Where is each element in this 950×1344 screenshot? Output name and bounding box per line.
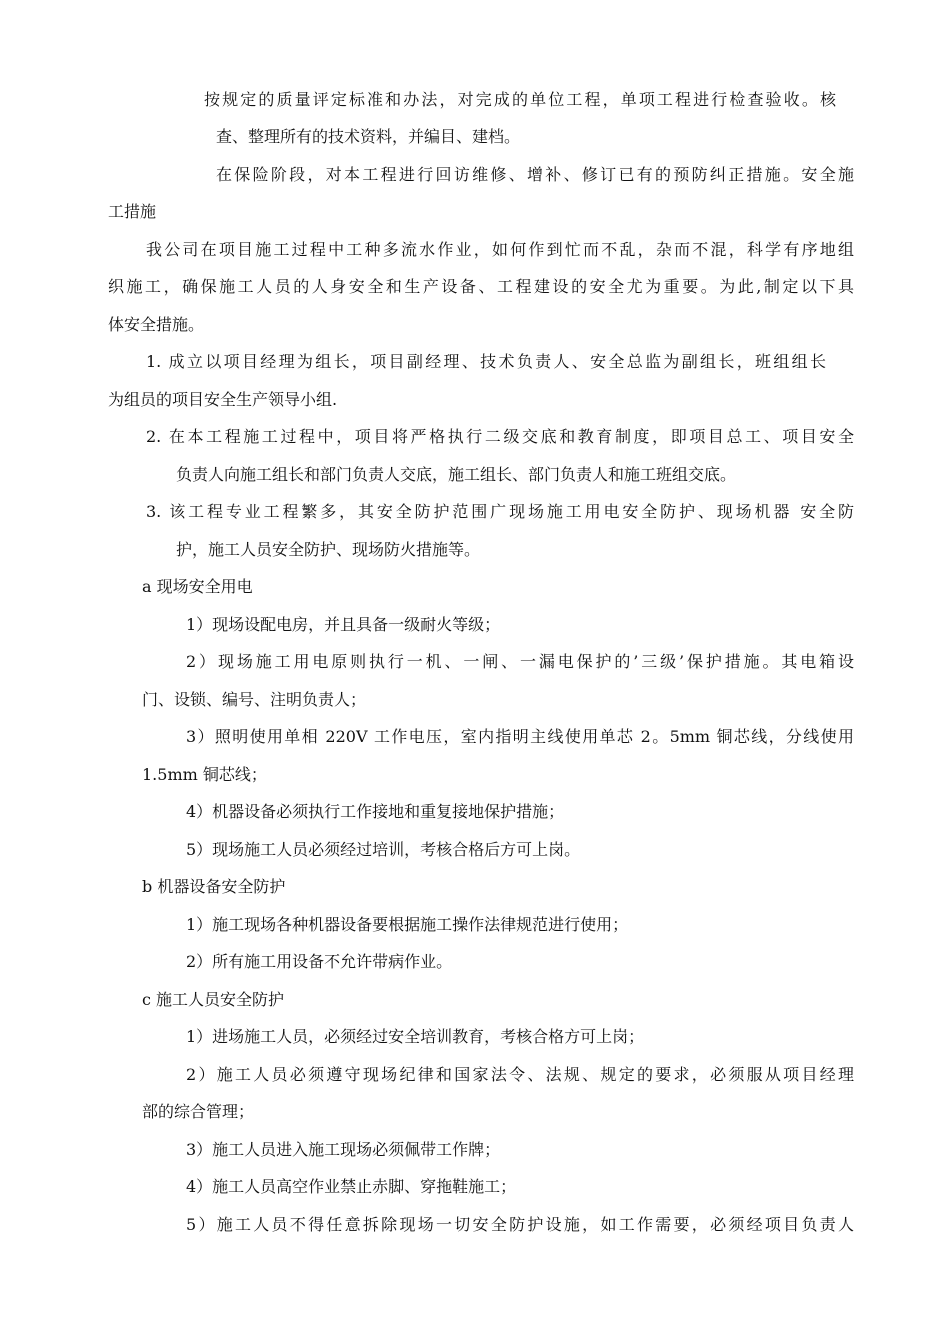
list-item-3-line-2: 护，施工人员安全防护、现场防火措施等。 xyxy=(176,540,481,559)
section-c-item-4: 4）施工人员高空作业禁止赤脚、穿拖鞋施工； xyxy=(186,1177,517,1196)
intro-line-3: 在保险阶段，对本工程进行回访维修、增补、修订已有的预防纠正措施。安全施 xyxy=(216,165,854,184)
list-item-1-line-2: 为组员的项目安全生产领导小组. xyxy=(108,390,338,409)
section-c-item-1: 1）进场施工人员，必须经过安全培训教育，考核合格方可上岗； xyxy=(186,1027,645,1046)
list-item-2-line-1: 2. 在本工程施工过程中，项目将严格执行二级交底和教育制度，即项目总工、项目安全 xyxy=(146,427,854,446)
list-item-3-line-1: 3. 该工程专业工程繁多，其安全防护范围广现场施工用电安全防护、现场机器 安全防 xyxy=(146,502,854,521)
section-a-title: a 现场安全用电 xyxy=(142,577,253,596)
section-c-item-2-line-1: 2）施工人员必须遵守现场纪律和国家法令、法规、规定的要求，必须服从项目经理 xyxy=(186,1065,854,1084)
section-c-item-5: 5）施工人员不得任意拆除现场一切安全防护设施，如工作需要，必须经项目负责人 xyxy=(186,1215,854,1234)
section-b-item-1: 1）施工现场各种机器设备要根据施工操作法律规范进行使用； xyxy=(186,915,629,934)
section-b-item-2: 2）所有施工用设备不允许带病作业。 xyxy=(186,952,453,971)
list-item-1-line-1: 1. 成立以项目经理为组长，项目副经理、技术负责人、安全总监为副组长，班组组长 xyxy=(146,352,826,371)
list-item-2-line-2: 负责人向施工组长和部门负责人交底，施工组长、部门负责人和施工班组交底。 xyxy=(176,465,737,484)
paragraph-line-1: 我公司在项目施工过程中工种多流水作业，如何作到忙而不乱，杂而不混，科学有序地组 xyxy=(146,240,854,259)
section-c-title: c 施工人员安全防护 xyxy=(142,990,285,1009)
intro-line-1: 按规定的质量评定标准和办法，对完成的单位工程，单项工程进行检查验收。核 xyxy=(204,90,836,109)
section-c-item-2-line-2: 部的综合管理； xyxy=(142,1102,255,1121)
section-a-item-3-line-2: 1.5mm 铜芯线； xyxy=(142,765,267,784)
section-a-item-1: 1）现场设配电房，并且具备一级耐火等级； xyxy=(186,615,501,634)
section-a-item-5: 5）现场施工人员必须经过培训，考核合格后方可上岗。 xyxy=(186,840,581,859)
section-a-item-2-line-1: 2）现场施工用电原则执行一机、一闸、一漏电保护的’三级’保护措施。其电箱设 xyxy=(186,652,854,671)
paragraph-line-2: 织施工，确保施工人员的人身安全和生产设备、工程建设的安全尤为重要。为此,制定以下具 xyxy=(108,277,854,296)
section-a-item-3-line-1: 3）照明使用单相 220V 工作电压，室内指明主线使用单芯 2。5mm 铜芯线，分线使用 xyxy=(186,727,854,746)
section-c-item-3: 3）施工人员进入施工现场必须佩带工作牌； xyxy=(186,1140,501,1159)
section-a-item-2-line-2: 门、设锁、编号、注明负责人； xyxy=(142,690,367,709)
paragraph-line-3: 体安全措施。 xyxy=(108,315,205,334)
section-a-item-4: 4）机器设备必须执行工作接地和重复接地保护措施； xyxy=(186,802,565,821)
intro-line-2: 查、整理所有的技术资料，并编目、建档。 xyxy=(216,127,521,146)
section-b-title: b 机器设备安全防护 xyxy=(142,877,286,896)
intro-line-4: 工措施 xyxy=(108,202,157,221)
